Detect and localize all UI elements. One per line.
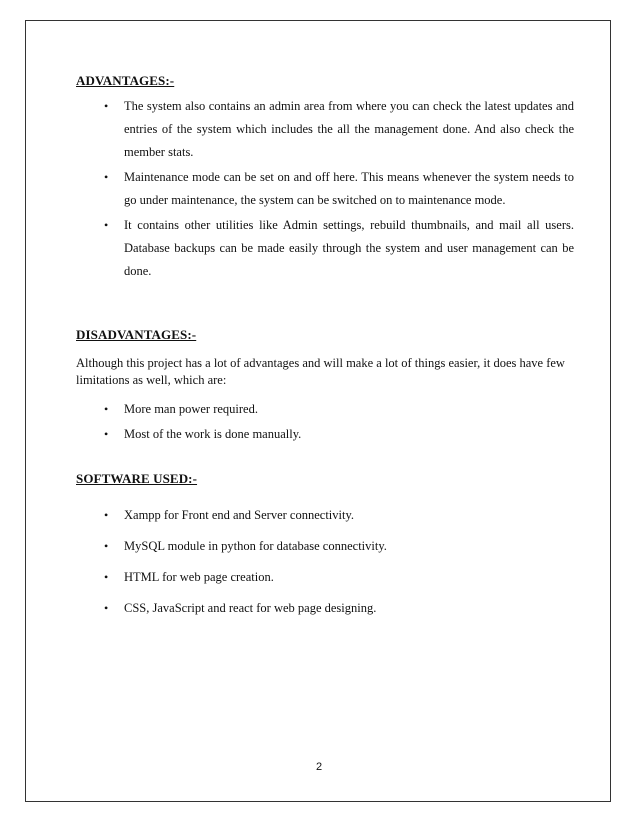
list-item — [104, 166, 574, 212]
list-item — [104, 562, 574, 593]
bullet-icon: • — [104, 570, 109, 584]
bullet-icon: • — [104, 402, 109, 416]
advantages-heading: ADVANTAGES:- — [76, 73, 175, 88]
software-text: CSS, JavaScript and react for web page designing. — [124, 601, 377, 615]
advantage-text: Maintenance mode can be set on and off here. This means whenever the system needs to go under maintenance, the system can be switched on to maintenance mode. — [124, 170, 574, 207]
list-item — [104, 531, 574, 562]
list-item — [104, 397, 574, 422]
advantages-list — [104, 95, 574, 283]
advantage-text: It contains other utilities like Admin settings, rebuild thumbnails, and mail all users. Database backups can be made easily through the system and user management can be done. — [124, 218, 574, 278]
list-item — [104, 500, 574, 531]
bullet-icon: • — [104, 508, 109, 522]
software-text: MySQL module in python for database connectivity. — [124, 539, 387, 553]
bullet-icon: • — [104, 601, 109, 615]
software-text: Xampp for Front end and Server connectivity. — [124, 508, 355, 522]
list-item — [104, 422, 574, 447]
disadvantages-heading: DISADVANTAGES:- — [76, 327, 197, 342]
bullet-icon: • — [104, 218, 109, 232]
advantage-text: The system also contains an admin area from where you can check the latest updates and entries of the system which includes the all the management done. And also check the member stats. — [124, 99, 574, 159]
disadvantages-intro: Although this project has a lot of advantages and will make a lot of things easier, it does have few limitations as well, which are: — [76, 356, 565, 387]
bullet-icon: • — [104, 427, 109, 441]
bullet-icon: • — [104, 99, 109, 113]
list-item — [104, 214, 574, 283]
disadvantages-list — [104, 397, 574, 447]
list-item — [104, 95, 574, 164]
page-number: 2 — [315, 761, 323, 773]
bullet-icon: • — [104, 170, 109, 184]
disadvantage-text: Most of the work is done manually. — [124, 427, 302, 441]
bullet-icon: • — [104, 539, 109, 553]
software-text: HTML for web page creation. — [124, 570, 274, 584]
list-item — [104, 593, 574, 624]
disadvantage-text: More man power required. — [124, 402, 258, 416]
software-list — [104, 500, 574, 624]
software-heading: SOFTWARE USED:- — [76, 471, 198, 486]
